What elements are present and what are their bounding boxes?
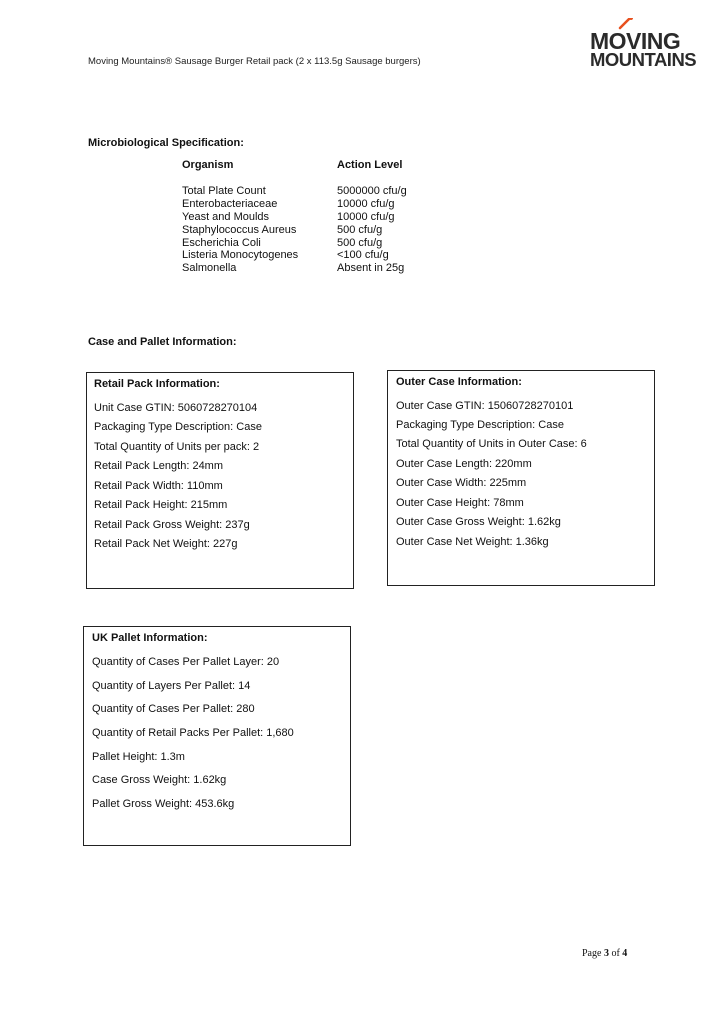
outer-case-item: Outer Case Length: 220mm <box>396 458 532 470</box>
outer-case-item: Packaging Type Description: Case <box>396 419 564 431</box>
outer-case-item: Outer Case Width: 225mm <box>396 477 527 489</box>
organism-cell: Listeria Monocytogenes <box>182 249 299 262</box>
uk-pallet-item: Case Gross Weight: 1.62kg <box>92 774 227 786</box>
document-header-title: Moving Mountains® Sausage Burger Retail pack (2 x 113.5g Sausage burgers) <box>88 56 421 67</box>
logo-line-2: MOUNTAINS <box>590 49 697 70</box>
organism-cell: Escherichia Coli <box>182 236 261 249</box>
retail-pack-title: Retail Pack Information: <box>94 378 220 390</box>
retail-pack-item: Total Quantity of Units per pack: 2 <box>94 441 260 453</box>
outer-case-item: Outer Case Gross Weight: 1.62kg <box>396 516 561 528</box>
retail-pack-item: Unit Case GTIN: 5060728270104 <box>94 402 258 414</box>
retail-pack-box <box>86 372 354 589</box>
micro-spec-table <box>182 159 457 275</box>
of-word: of <box>611 948 620 959</box>
organism-cell: Enterobacteriaceae <box>182 197 278 210</box>
retail-pack-item: Retail Pack Width: 110mm <box>94 480 223 492</box>
outer-case-title: Outer Case Information: <box>396 376 522 388</box>
micro-row <box>182 249 457 262</box>
uk-pallet-item: Quantity of Cases Per Pallet Layer: 20 <box>92 656 280 668</box>
retail-pack-item: Retail Pack Net Weight: 227g <box>94 538 238 550</box>
action-level-cell: 500 cfu/g <box>337 223 383 236</box>
uk-pallet-item: Pallet Height: 1.3m <box>92 751 185 763</box>
col-organism-header: Organism <box>182 159 234 171</box>
outer-case-item: Outer Case Height: 78mm <box>396 497 524 509</box>
organism-cell: Total Plate Count <box>182 185 266 197</box>
case-pallet-title: Case and Pallet Information: <box>88 336 237 348</box>
moving-mountains-logo <box>590 18 698 70</box>
uk-pallet-box <box>83 626 351 846</box>
organism-cell: Staphylococcus Aureus <box>182 223 297 236</box>
micro-row <box>182 198 457 211</box>
page-total: 4 <box>622 948 628 959</box>
action-level-cell: <100 cfu/g <box>337 249 389 262</box>
uk-pallet-item: Quantity of Layers Per Pallet: 14 <box>92 680 251 692</box>
action-level-cell: 10000 cfu/g <box>337 197 395 210</box>
retail-pack-item: Retail Pack Height: 215mm <box>94 499 228 511</box>
micro-row <box>182 185 457 198</box>
micro-spec-title: Microbiological Specification: <box>88 137 244 149</box>
uk-pallet-item: Pallet Gross Weight: 453.6kg <box>92 798 235 810</box>
outer-case-item: Total Quantity of Units in Outer Case: 6 <box>396 438 587 450</box>
organism-cell: Yeast and Moulds <box>182 210 270 223</box>
uk-pallet-item: Quantity of Retail Packs Per Pallet: 1,680 <box>92 727 294 739</box>
micro-row <box>182 224 457 237</box>
retail-pack-item: Packaging Type Description: Case <box>94 421 262 433</box>
action-level-cell: 500 cfu/g <box>337 236 383 249</box>
micro-row <box>182 262 457 275</box>
uk-pallet-title: UK Pallet Information: <box>92 632 208 644</box>
page-word: Page <box>582 948 602 959</box>
action-level-cell: 5000000 cfu/g <box>337 185 407 197</box>
page-number <box>582 948 627 959</box>
micro-row <box>182 237 457 250</box>
uk-pallet-item: Quantity of Cases Per Pallet: 280 <box>92 703 255 715</box>
outer-case-item: Outer Case Net Weight: 1.36kg <box>396 536 549 548</box>
outer-case-box <box>387 370 655 586</box>
retail-pack-item: Retail Pack Length: 24mm <box>94 460 224 472</box>
action-level-cell: 10000 cfu/g <box>337 210 395 223</box>
organism-cell: Salmonella <box>182 262 237 275</box>
micro-table-header <box>182 159 457 185</box>
action-level-cell: Absent in 25g <box>337 262 405 275</box>
page-current: 3 <box>603 948 609 959</box>
logo-line-1: MOVING <box>590 28 681 54</box>
micro-row <box>182 211 457 224</box>
col-action-header: Action Level <box>337 159 403 171</box>
outer-case-item: Outer Case GTIN: 15060728270101 <box>396 400 574 412</box>
retail-pack-item: Retail Pack Gross Weight: 237g <box>94 519 250 531</box>
